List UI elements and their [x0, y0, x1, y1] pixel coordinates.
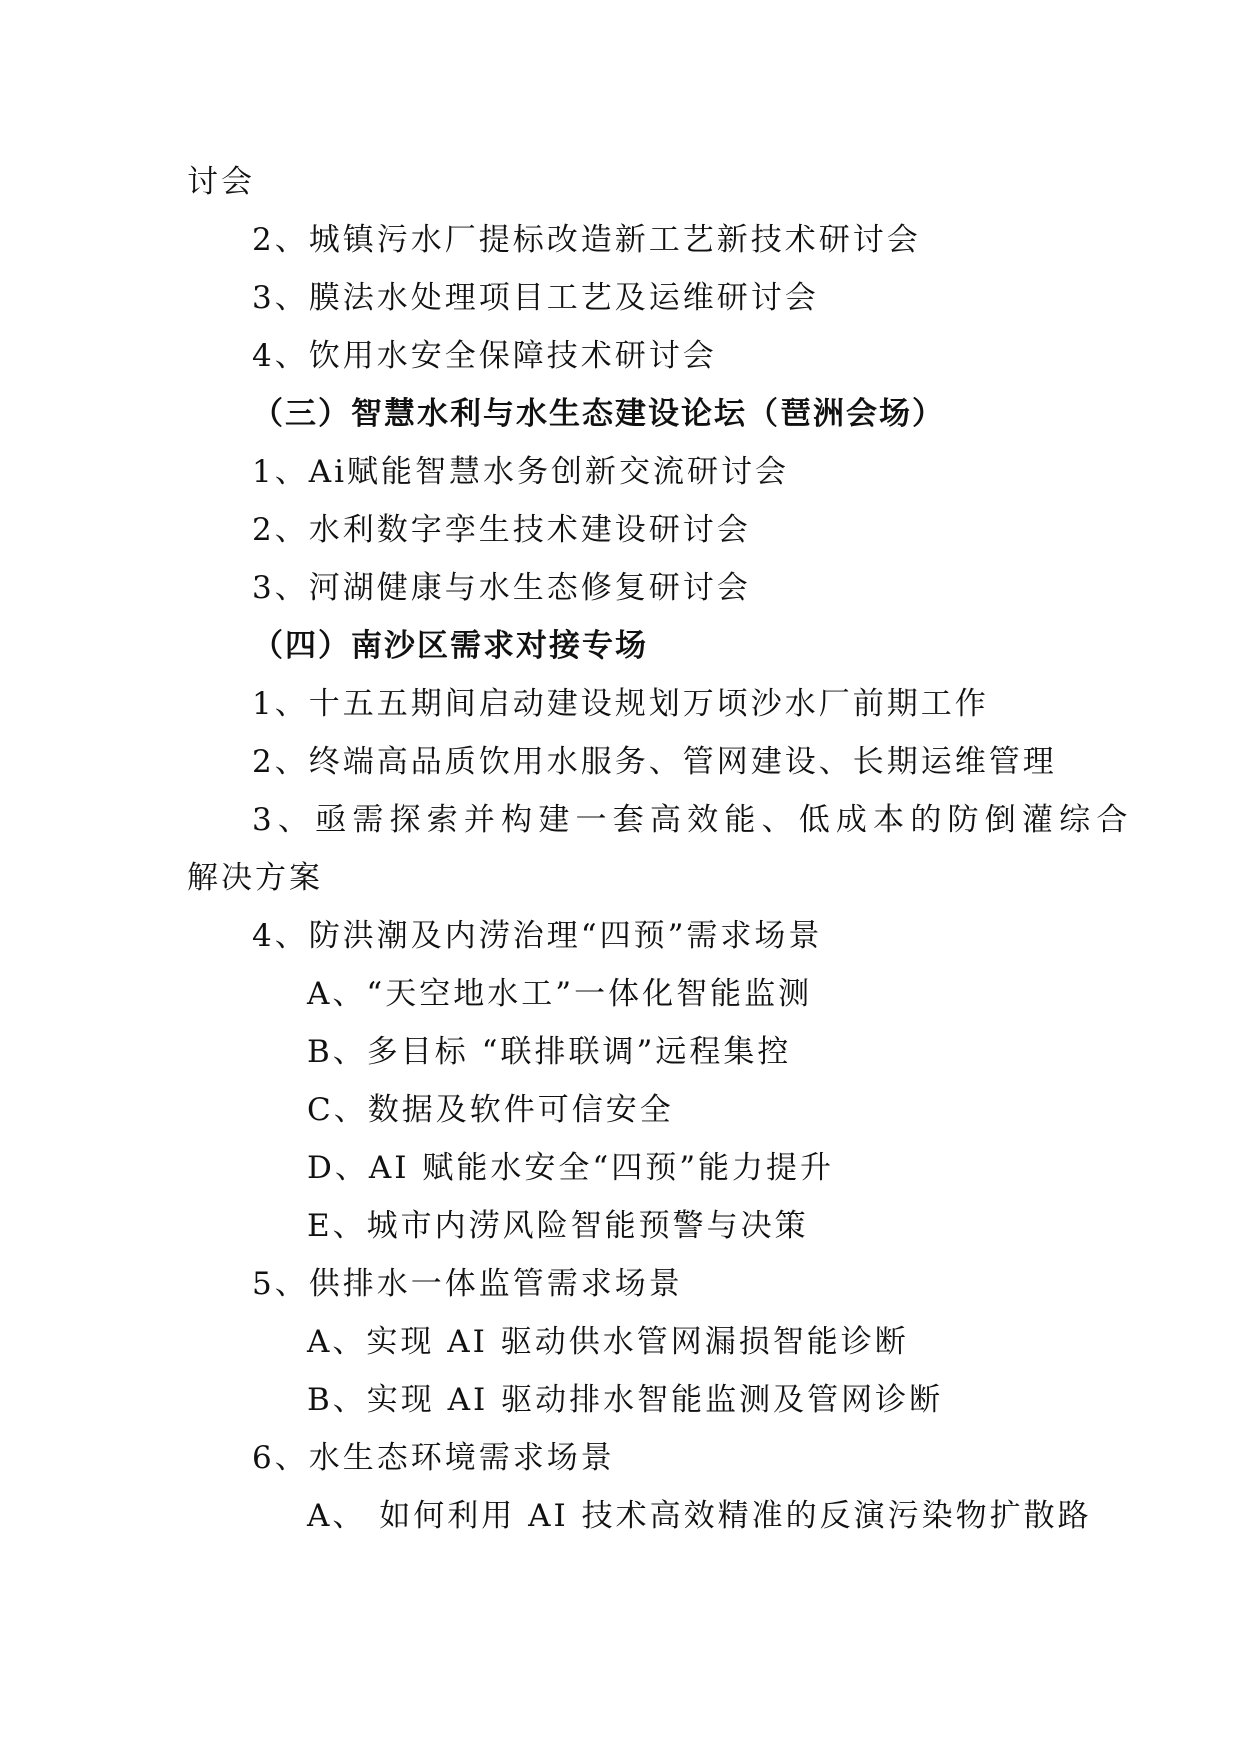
sub-item-c: C、数据及软件可信安全: [307, 1092, 674, 1128]
text-line-continuation: 讨会: [187, 164, 255, 200]
sub-item-d: D、AI 赋能水安全“四预”能力提升: [307, 1150, 835, 1186]
sub-item-e: E、城市内涝风险智能预警与决策: [307, 1208, 809, 1244]
list-item-2: 2、终端高品质饮用水服务、管网建设、长期运维管理: [252, 744, 1057, 780]
list-item-1: 1、十五五期间启动建设规划万顷沙水厂前期工作: [252, 686, 989, 722]
list-item-3: 3、膜法水处理项目工艺及运维研讨会: [252, 280, 819, 316]
list-item-3: 3、亟需探索并构建一套高效能、低成本的防倒灌综合: [252, 802, 1134, 838]
sub-item-b: B、多目标 “联排联调”远程集控: [307, 1034, 792, 1070]
list-item-2: 2、城镇污水厂提标改造新工艺新技术研讨会: [252, 222, 921, 258]
list-item-4: 4、饮用水安全保障技术研讨会: [252, 338, 717, 374]
section-heading-4: （四）南沙区需求对接专场: [252, 628, 648, 664]
list-item-5: 5、供排水一体监管需求场景: [252, 1266, 683, 1302]
list-item-6: 6、水生态环境需求场景: [252, 1440, 615, 1476]
sub-item-a: A、“天空地水工”一体化智能监测: [307, 976, 813, 1012]
sub-item-a: A、 如何利用 AI 技术高效精准的反演污染物扩散路: [307, 1498, 1092, 1534]
list-item-1: 1、Ai赋能智慧水务创新交流研讨会: [252, 454, 790, 490]
text-line-continuation: 解决方案: [187, 860, 323, 896]
list-item-2: 2、水利数字孪生技术建设研讨会: [252, 512, 751, 548]
sub-item-a: A、实现 AI 驱动供水管网漏损智能诊断: [307, 1324, 909, 1360]
list-item-3: 3、河湖健康与水生态修复研讨会: [252, 570, 751, 606]
sub-item-b: B、实现 AI 驱动排水智能监测及管网诊断: [307, 1382, 944, 1418]
list-item-4: 4、防洪潮及内涝治理“四预”需求场景: [252, 918, 823, 954]
section-heading-3: （三）智慧水利与水生态建设论坛（琶洲会场）: [252, 396, 945, 432]
